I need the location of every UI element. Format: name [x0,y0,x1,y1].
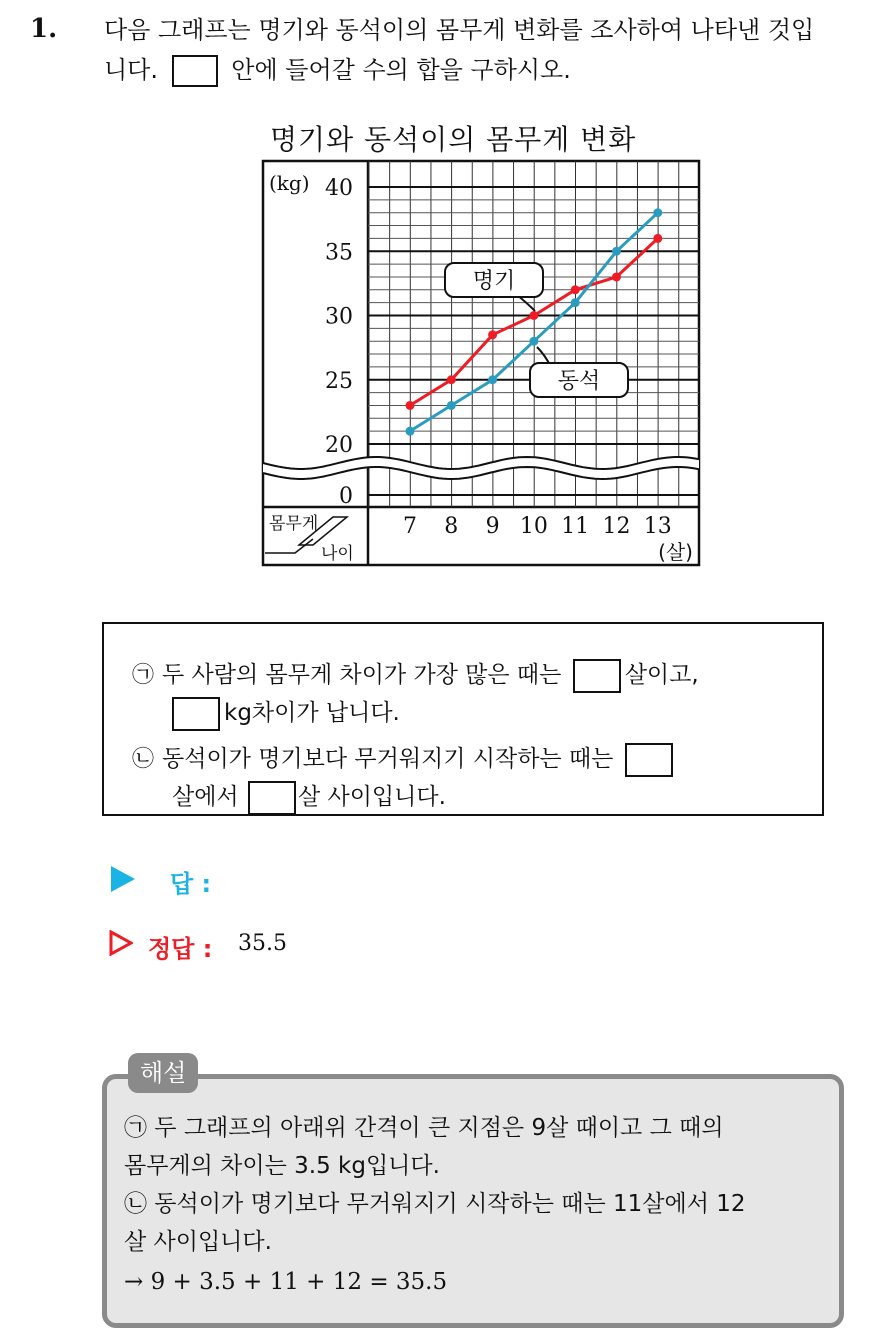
question-text-line2 [104,54,571,87]
data-point [653,208,662,217]
answer-arrow-icon [111,866,135,892]
data-point [406,427,415,436]
chart-frame [263,161,699,565]
series-label-dongseok-text: 동석 [557,369,601,394]
data-point [612,272,621,281]
x-tick-label: 9 [485,514,500,539]
x-tick-label: 10 [519,514,548,539]
chart-grid [263,161,699,565]
explanation-line4: 살 사이입니다. [124,1229,272,1255]
y-tick-label: 40 [325,176,353,201]
condition-a-blank-kg [172,697,220,731]
condition-b-line1 [132,742,673,777]
corner-label-bottom: 나이 [321,544,354,564]
x-tick-label: 12 [602,514,631,539]
x-tick-label: 13 [643,514,672,539]
condition-b-blank-end [248,781,296,815]
explanation-line5: → 9 + 3.5 + 11 + 12 = 35.5 [124,1269,448,1295]
y-tick-label: 25 [325,368,353,394]
explanation-line1: ㉠ 두 그래프의 아래위 간격이 큰 지점은 9살 때이고 그 때의 [124,1115,724,1141]
question-text-line1: 다음 그래프는 명기와 동석이의 몸무게 변화를 조사하여 나타낸 것입 [104,16,815,44]
data-point [529,311,538,320]
data-point [447,375,456,384]
correct-answer-value: 35.5 [238,931,287,956]
correct-answer-arrow-icon [109,930,133,956]
data-point [406,401,415,410]
condition-a-mark: ㉠ [132,663,155,688]
data-point [529,337,538,346]
condition-a-line1 [132,658,699,693]
condition-a-text-pre: 두 사람의 몸무게 차이가 가장 많은 때는 [162,662,562,688]
data-point [571,298,580,307]
weight-line-chart [255,155,705,571]
y-tick-label: 20 [325,433,353,458]
explanation-line2: 몸무게의 차이는 3.5 kg입니다. [124,1153,440,1179]
condition-a-text-post: 살이고, [624,662,699,688]
question-text-line2-post: 안에 들어갈 수의 합을 구하시오. [231,56,571,84]
explanation-line3: ㉡ 동석이가 명기보다 무거워지기 시작하는 때는 11살에서 12 [124,1191,746,1217]
data-point [447,401,456,410]
condition-a-text-kg: kg차이가 납니다. [224,700,400,726]
question-blank-box [172,55,218,87]
y-tick-label: 30 [325,304,353,330]
data-point [653,234,662,243]
condition-b-text-mid: 살에서 [172,784,239,810]
series-label-myeonggi-text: 명기 [472,269,516,294]
condition-a-line2 [172,696,400,731]
x-unit-label: (살) [658,540,693,564]
condition-b-text-pre: 동석이가 명기보다 무거워지기 시작하는 때는 [162,746,614,772]
condition-b-text-post: 살 사이입니다. [297,784,446,810]
question-number: 1. [30,14,58,44]
condition-b-blank-start [625,743,673,777]
y-tick-label: 0 [339,484,353,509]
condition-b-line2 [172,780,446,815]
answer-label: 답 : [170,870,212,898]
explanation-tab: 해설 [128,1053,198,1093]
data-point [571,285,580,294]
x-tick-label: 7 [403,514,417,539]
x-tick-label: 11 [561,514,590,539]
x-tick-label: 8 [444,514,459,539]
y-unit-label: (kg) [269,171,310,195]
chart-title: 명기와 동석이의 몸무게 변화 [270,123,637,156]
correct-answer-label: 정답 : [148,935,213,963]
condition-b-mark: ㉡ [132,747,155,772]
corner-label-top: 몸무게 [269,514,319,534]
data-point [612,247,621,256]
data-point [488,330,497,339]
data-point [488,375,497,384]
condition-a-blank-age [573,659,621,693]
y-tick-label: 35 [325,240,353,266]
question-text-line2-pre: 니다. [104,56,158,84]
